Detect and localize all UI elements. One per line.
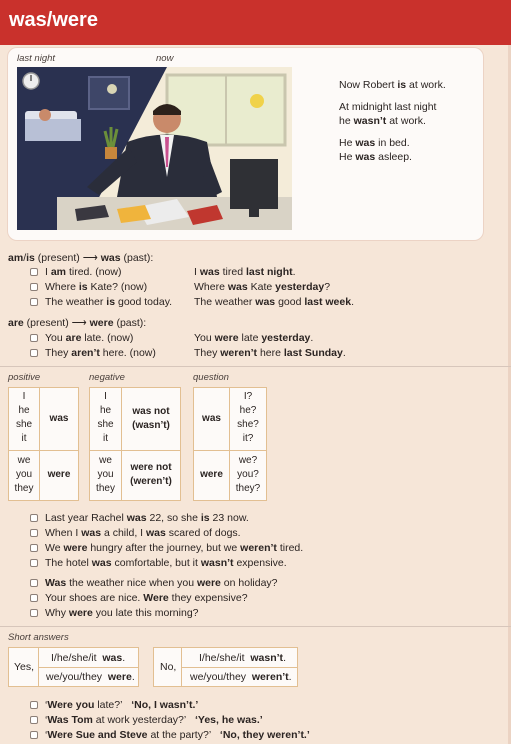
checkbox-icon	[30, 731, 38, 739]
example-row: They aren’t here. (now)	[30, 346, 156, 360]
example-row: Why were you late this morning?	[30, 606, 199, 620]
verb-cell: were	[200, 469, 223, 480]
page-title: was/were	[9, 9, 98, 31]
example-row: Last year Rachel was 22, so she is 23 now.	[30, 511, 249, 525]
pronoun-cell: I? he? she? it?	[237, 391, 259, 444]
verb-cell: were	[47, 469, 71, 480]
now-label: now	[156, 53, 174, 64]
illustration-card	[8, 48, 483, 240]
pronoun-cell: we you they	[14, 455, 34, 494]
verb-cell: was not (wasn’t)	[132, 406, 170, 431]
pronoun-cell: I he she it	[15, 391, 33, 444]
example-row: Was the weather nice when you were on holiday?	[30, 576, 278, 590]
pronoun-cell: I he she it	[97, 391, 114, 444]
example-row: When I was a child, I was scared of dogs.	[30, 526, 241, 540]
positive-table	[8, 387, 79, 501]
example-row: Where is Kate? (now)	[30, 280, 147, 294]
checkbox-icon	[30, 609, 38, 617]
verb-cell: was	[49, 413, 69, 424]
yes-label: Yes,	[14, 661, 35, 673]
checkbox-icon	[30, 716, 38, 724]
short-answer-row: I/he/she/it was.	[51, 652, 126, 664]
example-row-past: They weren’t here last Sunday.	[194, 347, 346, 359]
example-row-past: Where was Kate yesterday?	[194, 281, 331, 293]
checkbox-icon	[30, 283, 38, 291]
last-night-label: last night	[17, 53, 56, 64]
dialogue-row: ‘Was Tom at work yesterday?’ ‘Yes, he was.’	[30, 713, 263, 727]
checkbox-icon	[30, 268, 38, 276]
example-row: We were hungry after the journey, but we weren’t tired.	[30, 541, 303, 555]
checkbox-icon	[30, 559, 38, 567]
dialogue-row: ‘Were you late?’ ‘No, I wasn’t.’	[30, 698, 198, 712]
example-row-past: You were late yesterday.	[194, 332, 314, 344]
example-row-past: The weather was good last week.	[194, 296, 354, 308]
pronoun-cell: we you they	[96, 455, 115, 494]
example-row: You are late. (now)	[30, 331, 133, 345]
short-answer-row: we/you/they were.	[46, 671, 135, 683]
checkbox-icon	[30, 298, 38, 306]
checkbox-icon	[30, 544, 38, 552]
are-heading: are (present) ⟶ were (past):	[8, 317, 147, 329]
negative-table	[89, 387, 181, 501]
section-divider	[0, 626, 511, 627]
section-divider	[0, 366, 511, 367]
checkbox-icon	[30, 334, 38, 342]
pronoun-cell: we? you? they?	[235, 455, 261, 494]
question-label: question	[193, 372, 229, 383]
verb-cell: was	[202, 413, 221, 424]
negative-label: negative	[89, 372, 125, 383]
checkbox-icon	[30, 701, 38, 709]
verb-cell: were not (weren’t)	[130, 462, 172, 487]
am-is-heading: am/is (present) ⟶ was (past):	[8, 252, 154, 264]
short-answer-yes-box	[8, 647, 139, 687]
example-row-past: I was tired last night.	[194, 266, 296, 278]
positive-label: positive	[8, 372, 41, 383]
question-table	[193, 387, 267, 501]
short-answers-label: Short answers	[8, 632, 69, 643]
short-answer-row: I/he/she/it wasn’t.	[199, 652, 286, 664]
intro-text: Now Robert is at work. At midnight last night he wasn’t at work. He was in bed. He was asleep.	[339, 79, 446, 163]
office-illustration	[17, 67, 292, 230]
short-answer-row: we/you/they weren’t.	[190, 671, 292, 683]
short-answer-no-box	[153, 647, 298, 687]
example-row: Your shoes are nice. Were they expensive?	[30, 591, 248, 605]
checkbox-icon	[30, 594, 38, 602]
checkbox-icon	[30, 514, 38, 522]
example-row: The hotel was comfortable, but it wasn’t expensive.	[30, 556, 287, 570]
checkbox-icon	[30, 579, 38, 587]
no-label: No,	[160, 661, 177, 673]
dialogue-row: ‘Were Sue and Steve at the party?’ ‘No, they weren’t.’	[30, 728, 310, 742]
checkbox-icon	[30, 349, 38, 357]
checkbox-icon	[30, 529, 38, 537]
example-row: The weather is good today.	[30, 295, 172, 309]
chapter-header	[0, 0, 511, 45]
example-row: I am tired. (now)	[30, 265, 121, 279]
